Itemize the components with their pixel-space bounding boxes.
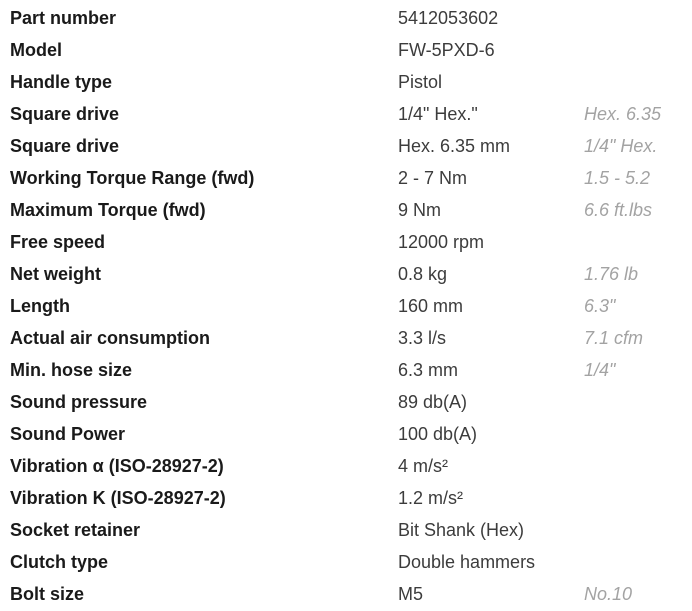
spec-value: M5 bbox=[398, 584, 424, 604]
spec-alt-value: 6.3" bbox=[584, 296, 616, 316]
spec-row bbox=[0, 322, 692, 354]
spec-alt-value: 1/4" bbox=[584, 360, 616, 380]
spec-alt-value: Hex. 6.35 bbox=[584, 104, 662, 124]
spec-label: Min. hose size bbox=[10, 360, 133, 380]
spec-value: 100 db(A) bbox=[398, 424, 478, 444]
spec-value: FW-5PXD-6 bbox=[398, 40, 495, 60]
spec-value: 1/4" Hex." bbox=[398, 104, 478, 124]
spec-value: Bit Shank (Hex) bbox=[398, 520, 525, 540]
spec-row bbox=[0, 354, 692, 386]
spec-row bbox=[0, 546, 692, 578]
spec-label: Square drive bbox=[10, 104, 120, 124]
spec-label: Working Torque Range (fwd) bbox=[10, 168, 255, 188]
spec-value: 3.3 l/s bbox=[398, 328, 447, 348]
spec-label: Part number bbox=[10, 8, 117, 28]
spec-value: 9 Nm bbox=[398, 200, 442, 220]
spec-value: Pistol bbox=[398, 72, 443, 92]
spec-label: Free speed bbox=[10, 232, 106, 252]
spec-alt-value: 1/4" Hex. bbox=[584, 136, 658, 156]
spec-value: 2 - 7 Nm bbox=[398, 168, 468, 188]
spec-row bbox=[0, 514, 692, 546]
spec-row bbox=[0, 34, 692, 66]
spec-value: Double hammers bbox=[398, 552, 536, 572]
spec-value: Hex. 6.35 mm bbox=[398, 136, 511, 156]
spec-label: Bolt size bbox=[10, 584, 85, 604]
spec-value: 5412053602 bbox=[398, 8, 499, 28]
spec-alt-value: 1.76 lb bbox=[584, 264, 639, 284]
spec-value: 0.8 kg bbox=[398, 264, 448, 284]
spec-label: Net weight bbox=[10, 264, 102, 284]
spec-row bbox=[0, 482, 692, 514]
spec-row bbox=[0, 290, 692, 322]
spec-row bbox=[0, 2, 692, 34]
spec-row bbox=[0, 98, 692, 130]
spec-label: Actual air consumption bbox=[10, 328, 211, 348]
spec-row bbox=[0, 226, 692, 258]
spec-alt-value: 6.6 ft.lbs bbox=[584, 200, 653, 220]
spec-label: Maximum Torque (fwd) bbox=[10, 200, 206, 220]
spec-label: Sound Power bbox=[10, 424, 126, 444]
spec-value: 1.2 m/s² bbox=[398, 488, 464, 508]
spec-label: Model bbox=[10, 40, 62, 60]
spec-label: Sound pressure bbox=[10, 392, 148, 412]
spec-value: 6.3 mm bbox=[398, 360, 459, 380]
spec-row bbox=[0, 130, 692, 162]
spec-label: Handle type bbox=[10, 72, 113, 92]
spec-row bbox=[0, 386, 692, 418]
spec-label: Vibration K (ISO-28927-2) bbox=[10, 488, 226, 508]
spec-row bbox=[0, 162, 692, 194]
spec-label: Clutch type bbox=[10, 552, 109, 572]
spec-row bbox=[0, 194, 692, 226]
spec-row bbox=[0, 578, 692, 610]
spec-alt-value: 1.5 - 5.2 bbox=[584, 168, 651, 188]
spec-label: Socket retainer bbox=[10, 520, 141, 540]
spec-label: Vibration α (ISO-28927-2) bbox=[10, 456, 224, 476]
spec-row bbox=[0, 66, 692, 98]
spec-value: 160 mm bbox=[398, 296, 464, 316]
spec-value: 12000 rpm bbox=[398, 232, 485, 252]
spec-alt-value: 7.1 cfm bbox=[584, 328, 644, 348]
spec-row bbox=[0, 418, 692, 450]
spec-label: Length bbox=[10, 296, 70, 316]
spec-value: 4 m/s² bbox=[398, 456, 449, 476]
spec-value: 89 db(A) bbox=[398, 392, 468, 412]
spec-alt-value: No.10 bbox=[584, 584, 633, 604]
spec-row bbox=[0, 258, 692, 290]
spec-row bbox=[0, 450, 692, 482]
spec-label: Square drive bbox=[10, 136, 120, 156]
